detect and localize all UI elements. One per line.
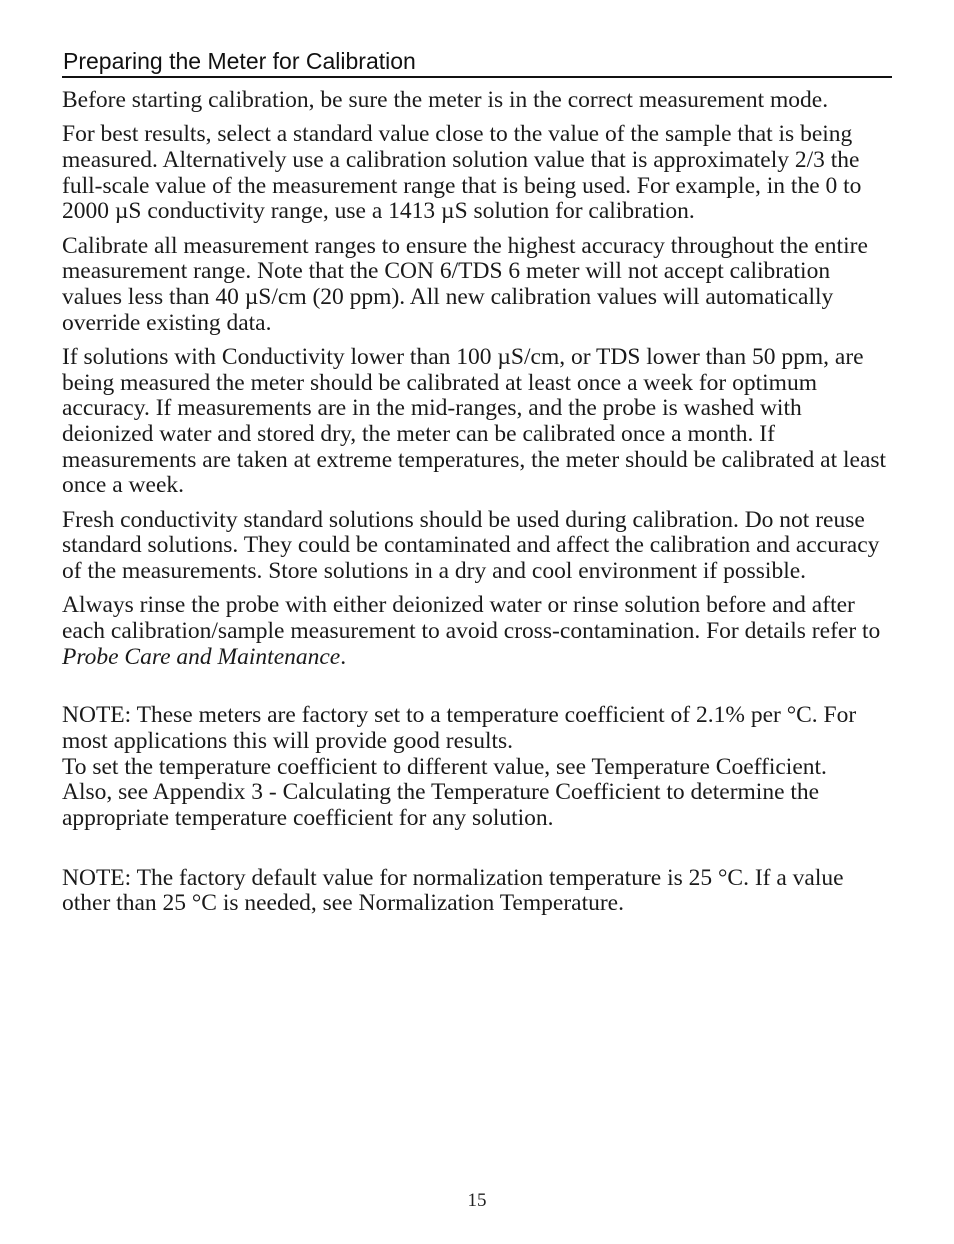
page-number: 15	[467, 1190, 487, 1211]
note1-line2: To set the temperature coefficient to different value, see Temperature Coefficient.	[62, 753, 827, 780]
paragraph-calibrate-ranges: Calibrate all measurement ranges to ensure the highest accuracy throughout the entire measurement range. Note that the CON 6/TDS 6 meter will not accept calibration values less than 40 µS/cm (20 ppm). All new calibration values will automatically override existing data.	[62, 232, 868, 336]
paragraph-standard-value: For best results, select a standard value close to the value of the sample that is being measured. Alternatively use a calibration solution value that is approximately 2/3 the full-scale value of the measurement range that is being used. For example, in the 0 to 2000 µS conductivity range, use a 1413 µS solution for calibration.	[62, 121, 862, 225]
note-temperature-coefficient	[62, 703, 892, 832]
paragraph-fresh-solutions: Fresh conductivity standard solutions should be used during calibration. Do not reuse standard solutions. They could be contaminated and affect the calibration and accuracy of the measurements. Store solutions in a dry and cool environment if possible.	[62, 506, 880, 584]
rinse-text: Always rinse the probe with either deionized water or rinse solution before and after each calibration/sample measurement to avoid cross-contamination. For details refer to	[62, 592, 881, 644]
title-underline	[62, 76, 892, 78]
note1-line1: NOTE: These meters are factory set to a temperature coefficient of 2.1% per °C. For most applications this will provide good results.	[62, 702, 857, 754]
paragraph-measurement-mode: Before starting calibration, be sure the meter is in the correct measurement mode.	[62, 87, 829, 113]
note2-text: NOTE: The factory default value for normalization temperature is 25 °C. If a value other than 25 °C is needed, see Normalization Temperature.	[62, 864, 844, 917]
note-normalization-temperature	[62, 866, 892, 917]
page-content	[62, 46, 892, 917]
paragraph-calibration-frequency: If solutions with Conductivity lower than 100 µS/cm, or TDS lower than 50 ppm, are being measured the meter should be calibrated at least once a week for optimum accuracy. If measurements are in the mid-ranges, and the probe is washed with deionized water and stored dry, the meter can be calibrated once a month. If measurements are taken at extreme temperatures, the meter should be calibrated at least once a week.	[62, 343, 887, 499]
probe-care-reference: Probe Care and Maintenance	[62, 643, 341, 670]
note1-line3: Also, see Appendix 3 - Calculating the Temperature Coefficient to determine the appropriate temperature coefficient for any solution.	[62, 779, 820, 832]
paragraph-rinse-probe	[62, 593, 892, 670]
rinse-end: .	[340, 643, 347, 670]
section-title: Preparing the Meter for Calibration	[63, 48, 416, 74]
